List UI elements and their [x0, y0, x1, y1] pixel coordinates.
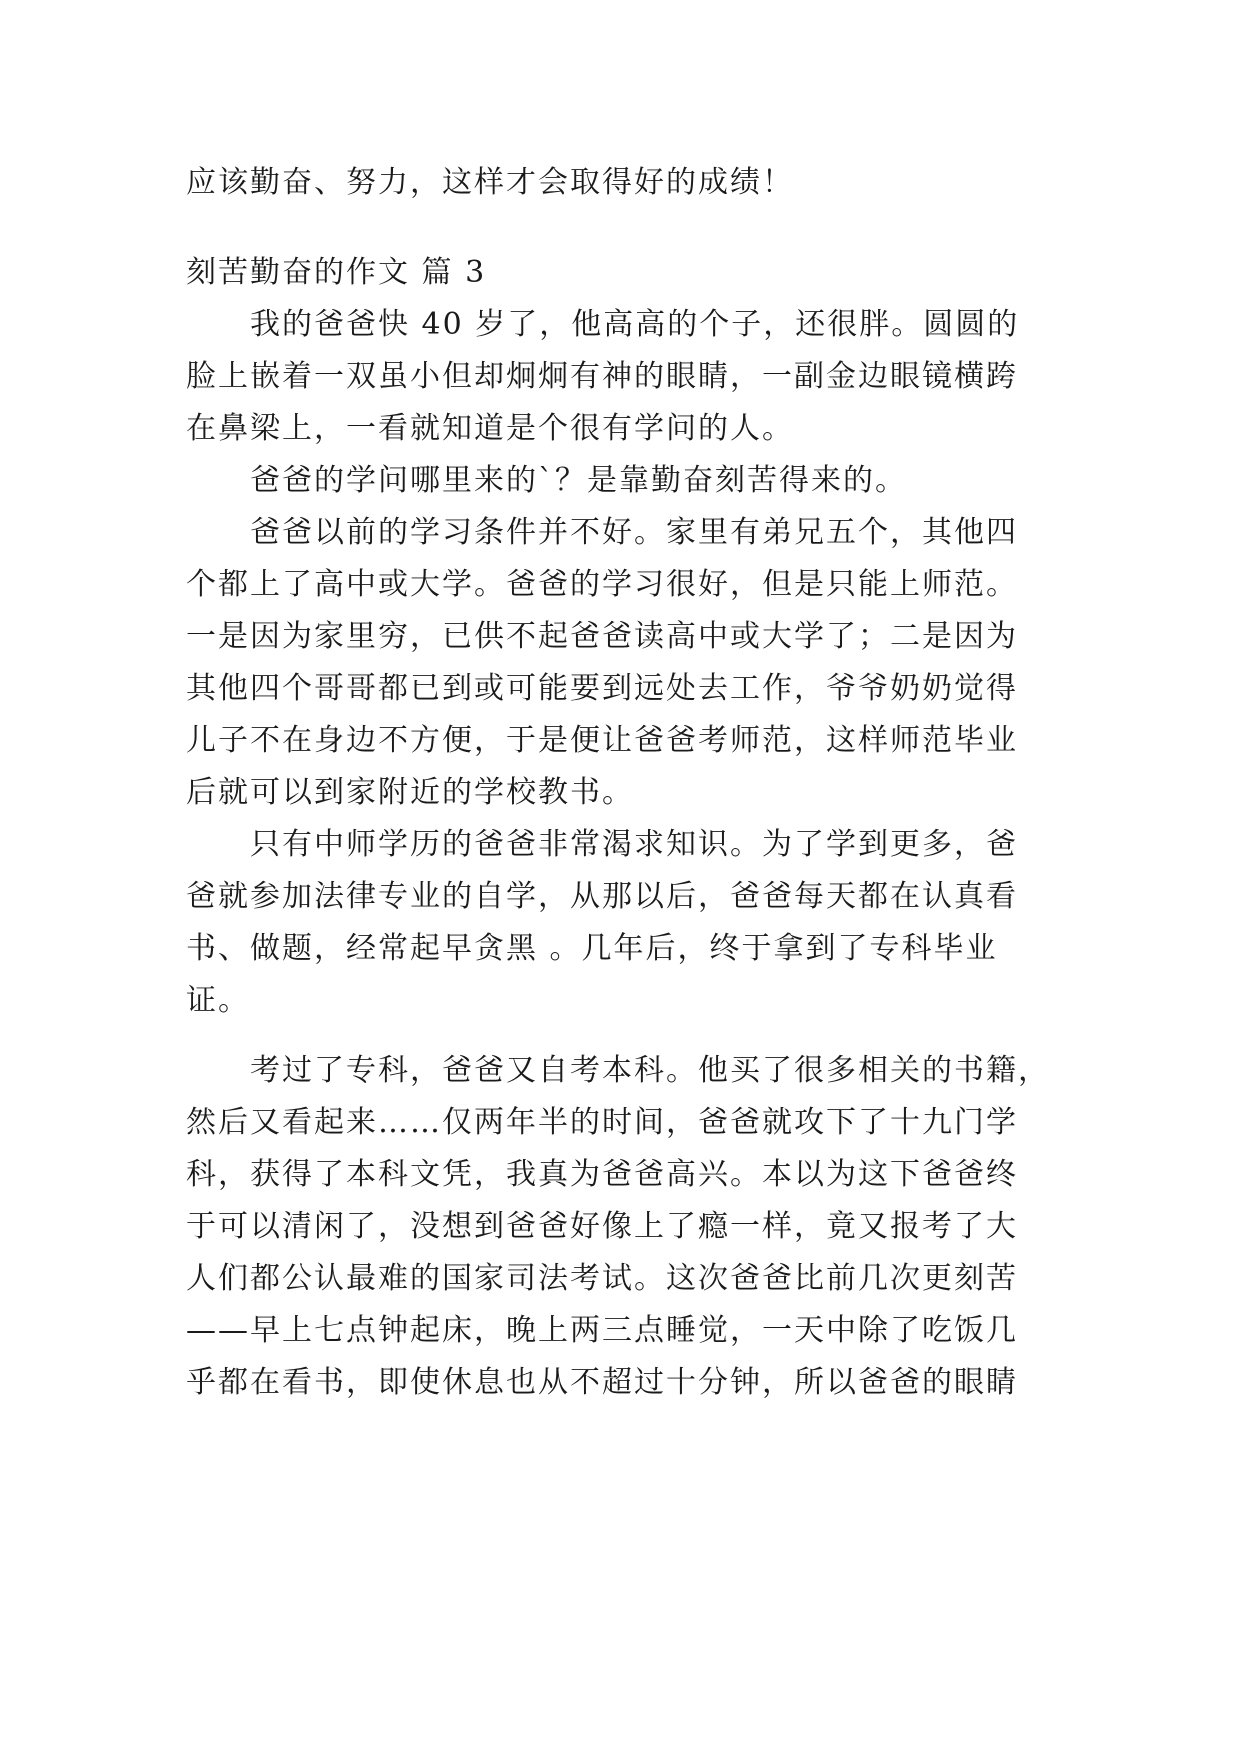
body-text-line: 其他四个哥哥都已到或可能要到远处去工作，爷爷奶奶觉得 [186, 671, 1018, 706]
body-text-line: 然后又看起来……仅两年半的时间，爸爸就攻下了十九门学 [186, 1105, 1018, 1140]
body-text-line: 于可以清闲了，没想到爸爸好像上了瘾一样，竟又报考了大 [186, 1209, 1018, 1244]
body-text-line: 脸上嵌着一双虽小但却炯炯有神的眼睛，一副金边眼镜横跨 [186, 359, 1018, 394]
body-text-line: 在鼻梁上，一看就知道是个很有学问的人。 [186, 411, 794, 446]
body-text-line: 证。 [186, 983, 250, 1018]
section-heading: 刻苦勤奋的作文 篇 3 [186, 255, 487, 290]
body-text-line: 应该勤奋、努力，这样才会取得好的成绩！ [186, 165, 794, 200]
body-text-line: 一是因为家里穷，已供不起爸爸读高中或大学了；二是因为 [186, 619, 1018, 654]
body-text-line: 爸爸的学问哪里来的`？是靠勤奋刻苦得来的。 [186, 463, 907, 498]
body-text-line: 我的爸爸快 40 岁了，他高高的个子，还很胖。圆圆的 [186, 307, 1020, 342]
body-text-line: 乎都在看书，即使休息也从不超过十分钟，所以爸爸的眼睛 [186, 1365, 1018, 1400]
body-text-line: 爸就参加法律专业的自学，从那以后，爸爸每天都在认真看 [186, 879, 1018, 914]
body-text-line: 只有中师学历的爸爸非常渴求知识。为了学到更多，爸 [186, 827, 1018, 862]
body-text-line: 爸爸以前的学习条件并不好。家里有弟兄五个，其他四 [186, 515, 1018, 550]
body-text-line: 书、做题，经常起早贪黑 。几年后，终于拿到了专科毕业 [186, 931, 998, 966]
body-text-line: 后就可以到家附近的学校教书。 [186, 775, 634, 810]
body-text-line: 考过了专科，爸爸又自考本科。他买了很多相关的书籍， [186, 1053, 1050, 1088]
body-text-line: 科，获得了本科文凭，我真为爸爸高兴。本以为这下爸爸终 [186, 1157, 1018, 1192]
body-text-line: 人们都公认最难的国家司法考试。这次爸爸比前几次更刻苦 [186, 1261, 1018, 1296]
body-text-line: ——早上七点钟起床，晚上两三点睡觉，一天中除了吃饭几 [186, 1313, 1018, 1348]
body-text-line: 个都上了高中或大学。爸爸的学习很好，但是只能上师范。 [186, 567, 1018, 602]
body-text-line: 儿子不在身边不方便，于是便让爸爸考师范，这样师范毕业 [186, 723, 1018, 758]
